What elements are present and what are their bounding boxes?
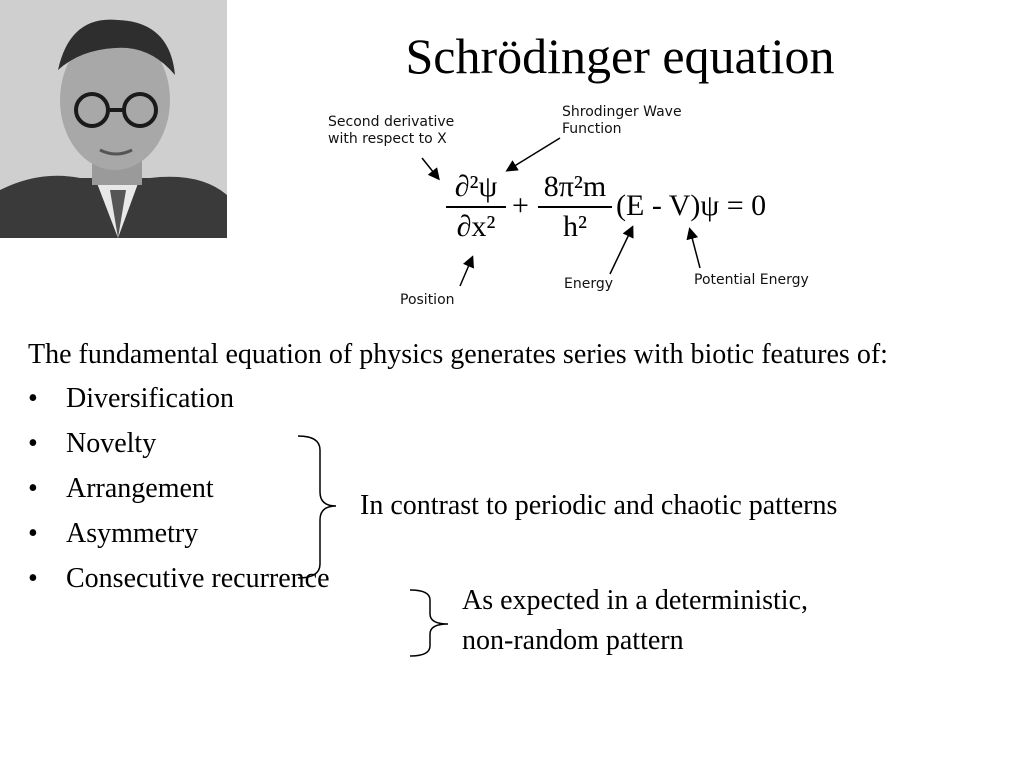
fraction-denominator: ∂x² <box>456 210 496 243</box>
annotation-position: Position <box>400 292 455 308</box>
list-item-label: Consecutive recurrence <box>66 563 330 594</box>
annotation-wave-function: Shrodinger Wave Function <box>562 104 682 137</box>
equation-remainder: (E - V)ψ = 0 <box>616 189 767 222</box>
annotation-energy: Energy <box>564 276 614 292</box>
list-item-label: Diversification <box>66 383 234 414</box>
bullet-icon: • <box>28 563 38 594</box>
annotation-second-derivative: Second derivative with respect to X <box>328 114 455 147</box>
intro-text: The fundamental equation of physics generates series with biotic features of: <box>28 339 888 370</box>
list-item-label: Arrangement <box>66 473 214 504</box>
bullet-icon: • <box>28 518 38 549</box>
bullet-icon: • <box>28 473 38 504</box>
coefficient-denominator: h² <box>563 210 587 243</box>
coefficient-numerator: 8π²m <box>543 170 607 203</box>
plus-sign: + <box>512 189 529 222</box>
note-contrast: In contrast to periodic and chaotic patterns <box>360 490 838 521</box>
bracket-contrast <box>298 436 336 578</box>
note-expected: As expected in a deterministic, non-random pattern <box>462 585 808 656</box>
list-item-label: Asymmetry <box>66 518 199 549</box>
list-item-label: Novelty <box>66 428 157 459</box>
bullet-icon: • <box>28 428 38 459</box>
fraction-numerator: ∂²ψ <box>454 170 498 203</box>
annotation-potential-energy: Potential Energy <box>694 272 809 288</box>
bracket-expected <box>410 590 448 656</box>
bullet-icon: • <box>28 383 38 414</box>
slide-title: Schrödinger equation <box>405 28 835 84</box>
